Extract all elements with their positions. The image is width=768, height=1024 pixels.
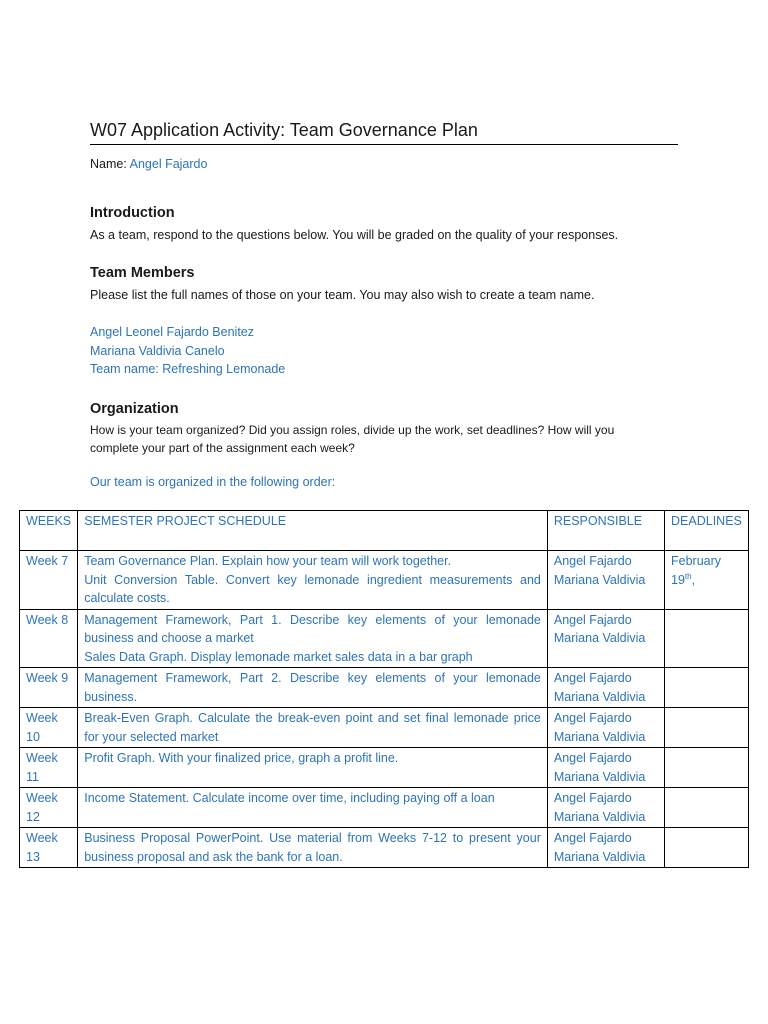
week-cell: Week 11	[20, 748, 78, 788]
table-row	[20, 788, 749, 828]
task-text: Management Framework, Part 1. Describe key elements of your lemonade business and choose a market	[84, 612, 541, 645]
responsible-name: Angel Fajardo	[553, 612, 632, 627]
task-text: Business Proposal PowerPoint. Use material from Weeks 7-12 to present your business proposal and ask the bank for a loan.	[84, 831, 541, 864]
deadline-suffix: ,	[691, 572, 696, 587]
task-cell	[78, 788, 548, 828]
task-cell	[78, 748, 548, 788]
task-cell	[78, 708, 548, 748]
responsible-name: Angel Fajardo	[553, 671, 632, 685]
deadline-cell	[665, 788, 749, 828]
responsible-name: Mariana Valdivia	[553, 729, 646, 744]
responsible-cell	[547, 551, 664, 610]
name-label: Name:	[90, 157, 127, 171]
week-cell: Week 12	[20, 788, 78, 828]
team-members-instructions: Please list the full names of those on your team. You may also wish to create a team name.	[90, 288, 595, 302]
responsible-name: Mariana Valdivia	[553, 572, 646, 587]
name-value: Angel Fajardo	[129, 157, 208, 171]
header-deadlines: DEADLINES	[665, 511, 749, 551]
week-cell: Week 9	[20, 668, 78, 708]
week-cell: Week 8	[20, 609, 78, 668]
task-text: Break-Even Graph. Calculate the break-even point and set final lemonade price for your selected market	[84, 711, 541, 744]
organization-heading: Organization	[90, 401, 179, 417]
task-cell	[78, 828, 548, 868]
week-cell: Week 10	[20, 708, 78, 748]
week-cell: Week 7	[20, 551, 78, 610]
schedule-header-row	[20, 511, 749, 551]
table-row	[20, 708, 749, 748]
responsible-name: Mariana Valdivia	[553, 769, 646, 784]
table-row	[20, 668, 749, 708]
table-row	[20, 828, 749, 868]
responsible-name: Mariana Valdivia	[553, 631, 646, 645]
responsible-cell	[547, 788, 664, 828]
task-cell	[78, 551, 548, 610]
schedule-table	[19, 510, 749, 868]
deadline-cell	[665, 748, 749, 788]
team-member-1: Angel Leonel Fajardo Benitez	[90, 325, 255, 339]
deadline-cell	[665, 609, 749, 668]
task-text: Profit Graph. With your finalized price, graph a profit line.	[84, 751, 399, 765]
responsible-cell	[547, 748, 664, 788]
responsible-cell	[547, 828, 664, 868]
responsible-name: Angel Fajardo	[553, 751, 632, 765]
table-row	[20, 551, 749, 610]
deadline-cell	[665, 551, 749, 610]
table-row	[20, 748, 749, 788]
responsible-name: Mariana Valdivia	[553, 689, 646, 704]
responsible-cell	[547, 708, 664, 748]
organization-question: How is your team organized? Did you assign roles, divide up the work, set deadlines? How will you complete your part of the assignment each week?	[90, 423, 615, 455]
responsible-cell	[547, 609, 664, 668]
task-text: Income Statement. Calculate income over time, including paying off a loan	[84, 791, 495, 805]
task-text: Unit Conversion Table. Convert key lemonade ingredient measurements and calculate costs.	[84, 572, 541, 605]
task-text: Management Framework, Part 2. Describe key elements of your lemonade business.	[84, 671, 541, 704]
deadline-cell	[665, 668, 749, 708]
header-responsible: RESPONSIBLE	[547, 511, 664, 551]
task-text: Sales Data Graph. Display lemonade market sales data in a bar graph	[84, 649, 473, 664]
name-line	[90, 157, 207, 171]
deadline-text: February 19	[671, 554, 722, 587]
week-cell: Week 13	[20, 828, 78, 868]
responsible-name: Mariana Valdivia	[553, 809, 646, 824]
deadline-cell	[665, 708, 749, 748]
deadline-cell	[665, 828, 749, 868]
introduction-heading: Introduction	[90, 205, 175, 221]
deadline-superscript: th	[684, 571, 692, 581]
responsible-cell	[547, 668, 664, 708]
document-title: W07 Application Activity: Team Governance Plan	[90, 120, 678, 145]
task-text: Team Governance Plan. Explain how your team will work together.	[84, 554, 452, 568]
table-row	[20, 609, 749, 668]
responsible-name: Mariana Valdivia	[553, 849, 646, 864]
responsible-name: Angel Fajardo	[553, 554, 632, 568]
responsible-name: Angel Fajardo	[553, 711, 632, 725]
task-cell	[78, 668, 548, 708]
team-member-2: Mariana Valdivia Canelo	[90, 344, 225, 358]
task-cell	[78, 609, 548, 668]
header-schedule: SEMESTER PROJECT SCHEDULE	[78, 511, 548, 551]
team-members-heading: Team Members	[90, 265, 195, 281]
introduction-text: As a team, respond to the questions below. You will be graded on the quality of your responses.	[90, 228, 619, 242]
responsible-name: Angel Fajardo	[553, 791, 632, 805]
header-weeks: WEEKS	[20, 511, 78, 551]
team-name: Team name: Refreshing Lemonade	[90, 362, 286, 376]
responsible-name: Angel Fajardo	[553, 831, 632, 845]
organization-answer-intro: Our team is organized in the following order:	[90, 475, 336, 489]
